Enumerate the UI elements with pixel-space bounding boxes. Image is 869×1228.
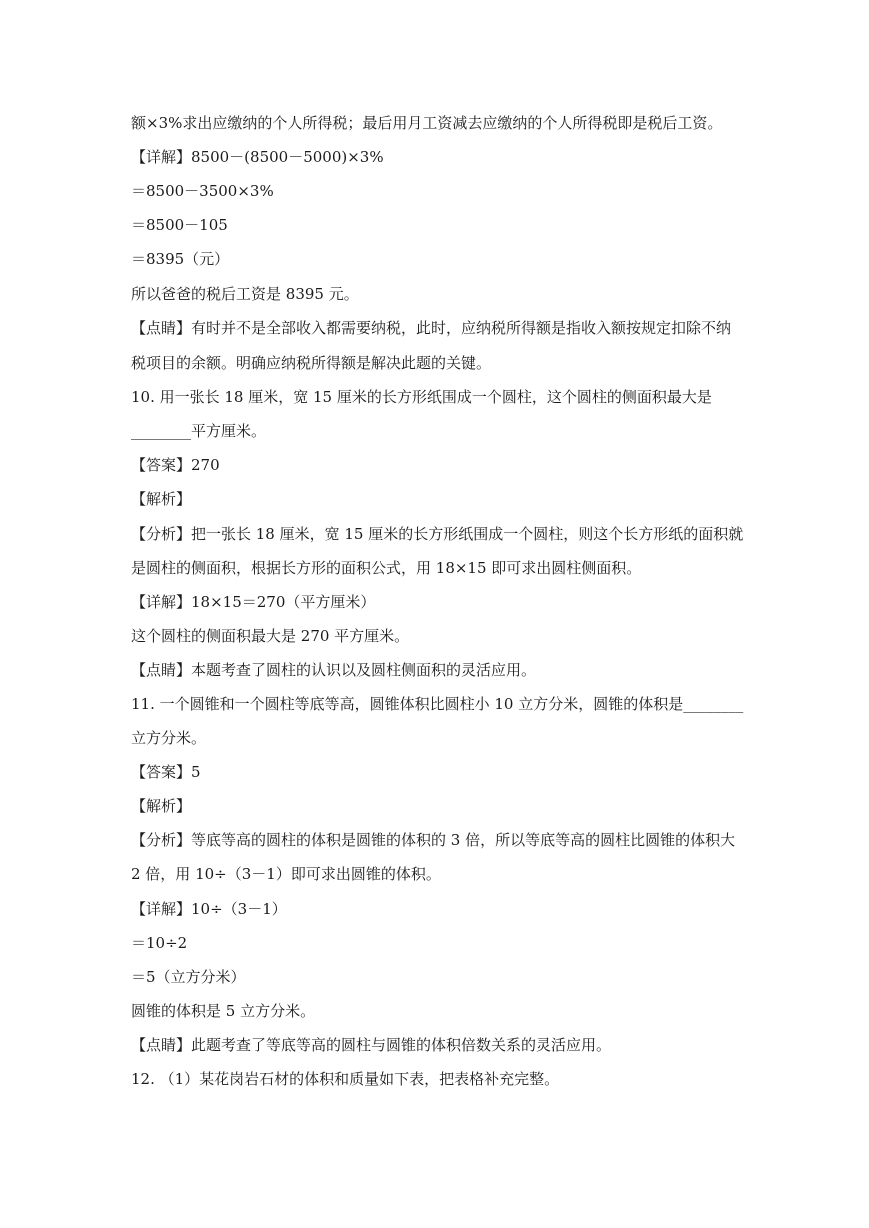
text-line: ＝5（立方分米） [131, 968, 246, 986]
text-line: ＝10÷2 [131, 934, 188, 952]
text-line: 【点睛】此题考查了等底等高的圆柱与圆锥的体积倍数关系的灵活应用。 [131, 1036, 612, 1054]
text-line: 所以爸爸的税后工资是 8395 元。 [131, 285, 359, 303]
text-line: ＝8500－105 [131, 216, 228, 234]
text-line: 【分析】等底等高的圆柱的体积是圆锥的体积的 3 倍，所以等底等高的圆柱比圆锥的体积大 [131, 831, 736, 849]
text-line: 圆锥的体积是 5 立方分米。 [131, 1002, 316, 1020]
text-line: ＝8395（元） [131, 250, 230, 268]
question-11: 11. 一个圆锥和一个圆柱等底等高，圆锥体积比圆柱小 10 立方分米，圆锥的体积是________ [131, 695, 744, 713]
text-line: 【点睛】有时并不是全部收入都需要纳税，此时，应纳税所得额是指收入额按规定扣除不纳 [131, 319, 732, 337]
text-line: 【详解】8500－(8500－5000)×3% [131, 148, 384, 166]
text-line: 【分析】把一张长 18 厘米，宽 15 厘米的长方形纸围成一个圆柱，则这个长方形纸的面积就 [131, 525, 744, 543]
text-line: 【点睛】本题考查了圆柱的认识以及圆柱侧面积的灵活应用。 [131, 661, 537, 679]
text-line: 【详解】10÷（3－1） [131, 900, 287, 918]
text-line: 2 倍，用 10÷（3－1）即可求出圆锥的体积。 [131, 865, 441, 883]
text-line: 这个圆柱的侧面积最大是 270 平方厘米。 [131, 627, 410, 645]
analysis-heading: 【解析】 [131, 797, 192, 815]
answer-label: 【答案】5 [131, 763, 201, 781]
text-line: 额×3%求出应缴纳的个人所得税；最后用月工资减去应缴纳的个人所得税即是税后工资。 [131, 114, 723, 132]
question-12: 12. （1）某花岗岩石材的体积和质量如下表，把表格补充完整。 [131, 1070, 560, 1088]
text-line: 立方分米。 [131, 729, 207, 747]
text-line: 【详解】18×15＝270（平方厘米） [131, 593, 376, 611]
answer-label: 【答案】270 [131, 456, 220, 474]
analysis-heading: 【解析】 [131, 490, 192, 508]
question-10: 10. 用一张长 18 厘米，宽 15 厘米的长方形纸围成一个圆柱，这个圆柱的侧面积最大是 [131, 388, 712, 406]
text-line: 是圆柱的侧面积，根据长方形的面积公式，用 18×15 即可求出圆柱侧面积。 [131, 559, 642, 577]
text-line: ________平方厘米。 [131, 422, 267, 440]
text-line: ＝8500－3500×3% [131, 182, 274, 200]
text-line: 税项目的余额。明确应纳税所得额是解决此题的关键。 [131, 354, 492, 372]
